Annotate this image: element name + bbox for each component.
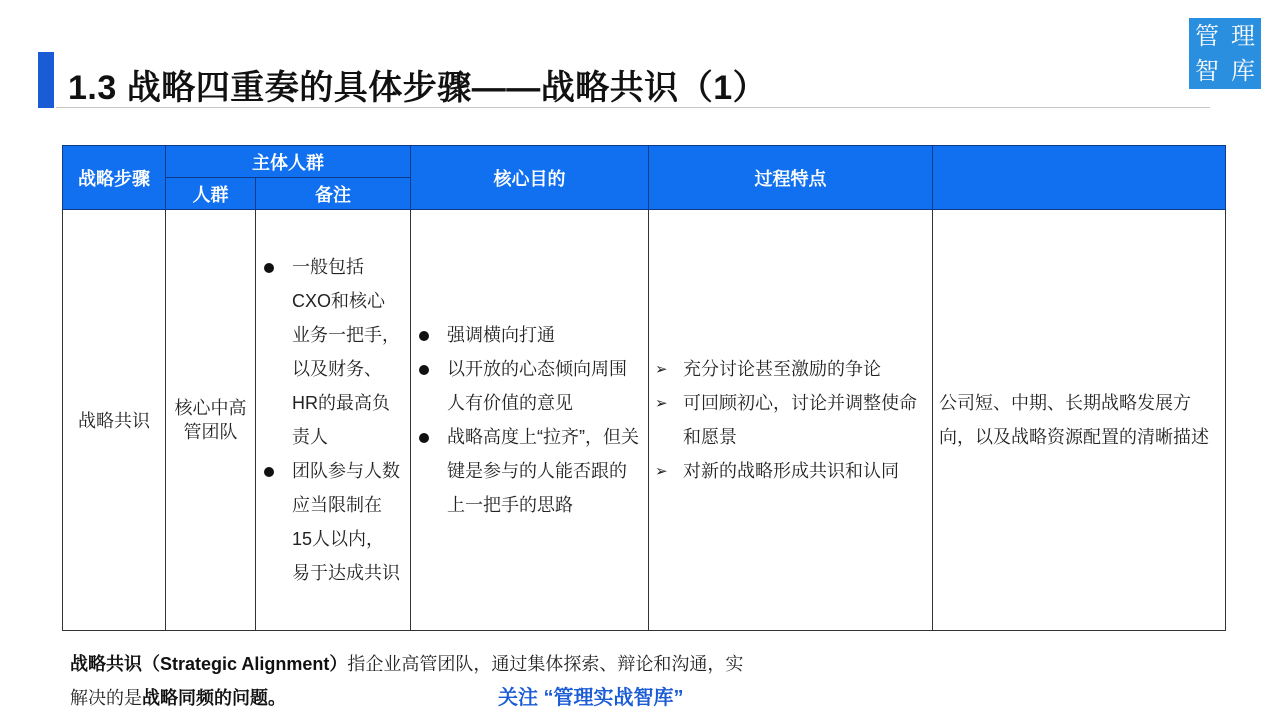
brand-logo [1189,18,1261,89]
list-item: 团队参与人数应当限制在15人以内，易于达成共识 [256,454,400,590]
list-item: 一般包括CXO和核心业务一把手，以及财务、HR的最高负责人 [256,250,400,454]
footer-term: 战略共识（Strategic Alignment） [70,654,348,674]
logo-char: 理 [1231,21,1255,50]
fade-overlay [760,648,1000,676]
cell-step [63,210,166,631]
notes-list [256,250,400,590]
outcome-text: 公司短、中期、长期战略发展方向，以及战略资源配置的清晰描述 [939,393,1209,447]
footer-second-line [70,684,286,710]
logo-char: 智 [1195,57,1219,86]
cell-people [166,210,256,631]
header-notes: 备注 [256,178,411,210]
purpose-list [411,318,640,522]
page-title: 1.3 战略四重奏的具体步骤——战略共识（1） [68,69,768,107]
list-item: ➢ 对新的战略形成共识和认同 [649,454,918,488]
header-subject-group: 主体人群 [166,146,411,178]
list-item: 以开放的心态倾向周围人有价值的意见 [411,352,640,420]
process-list [649,352,918,488]
footer-emphasis: 战略同频的问题。 [142,688,286,708]
header-core-purpose: 核心目的 [411,146,649,210]
list-item: ➢ 可回顾初心，讨论并调整使命和愿景 [649,386,918,454]
header-strategy-step: 战略步骤 [63,146,166,210]
step-label: 战略共识 [78,411,150,431]
list-item: ➢ 充分讨论甚至激励的争论 [649,352,918,386]
logo-char: 库 [1231,57,1255,86]
list-item: 强调横向打通 [411,318,640,352]
cell-notes [256,210,411,631]
footer-lead: 解决的是 [70,688,142,708]
title-accent-bar [38,52,54,108]
cell-purpose [411,210,649,631]
cell-outcome [933,210,1226,631]
list-item: 战略高度上“拉齐”，但关键是参与的人能否跟的上一把手的思路 [411,420,640,522]
title-divider [56,107,1210,108]
cell-process [649,210,933,631]
header-process-features: 过程特点 [649,146,933,210]
header-outcome [933,146,1226,210]
table-row [63,210,1226,631]
follow-watermark: 关注 “管理实战智库” [498,687,684,709]
footer-definition: 指企业高管团队，通过集体探索、辩论和沟通，实 [347,654,744,674]
header-people: 人群 [166,178,256,210]
strategy-steps-table [62,145,1226,631]
people-label: 核心中高管团队 [174,398,247,442]
logo-char: 管 [1195,21,1219,50]
footer-definition-line [70,650,743,676]
